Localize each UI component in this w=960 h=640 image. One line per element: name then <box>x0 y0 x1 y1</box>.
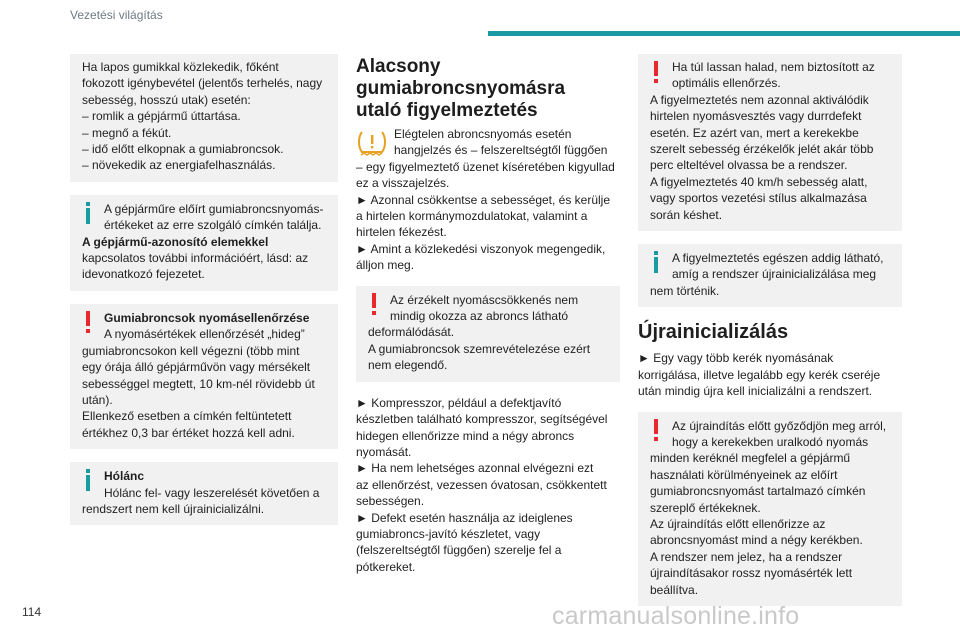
box-line: vagy sportos vezetési stílus alkalmazása <box>650 191 867 206</box>
box-line: kapcsolatos további információért, lásd: az <box>82 251 309 266</box>
page-header-title: Vezetési világítás <box>70 8 163 22</box>
info-box-warning-visible <box>638 244 902 307</box>
column-middle <box>356 54 620 587</box>
info-box-snow-chains <box>70 462 338 525</box>
box-line: gumiabroncsnyomást tartalmazó címkén <box>650 484 866 499</box>
intro-line: után mindig újra kell inicializálni a rendszert. <box>638 384 873 399</box>
intro-line: hangjelzés és – felszereltségtől függően <box>394 143 608 158</box>
info-icon <box>81 469 95 491</box>
box-line: A gépjárműre előírt gumiabroncsnyomás- <box>104 201 324 216</box>
box-line: Hólánc fel- vagy leszerelését követően a <box>104 485 320 500</box>
box-line: egy órája álló gépjárművön vagy mérsékelt <box>82 360 311 375</box>
warning-icon <box>649 419 663 441</box>
info-icon <box>649 251 663 273</box>
box-line: optimális ellenőrzés. <box>672 76 781 91</box>
info-box-pressure-label <box>70 195 338 291</box>
info-icon <box>81 202 95 224</box>
box-line: minden keréknél megfelel a gépjármű <box>650 451 851 466</box>
box-line: szerelt sebesség érzékelők jelét akár több <box>650 142 874 157</box>
box-heading: Hólánc <box>104 469 145 484</box>
box-line: rendszert nem kell újrainicializálni. <box>82 501 265 516</box>
step-line: a hirtelen kormánymozdulatokat, valamint a <box>356 209 588 224</box>
intro-line: korrigálása, illetve legalább egy kerék cseréje <box>638 367 881 382</box>
column-left <box>70 54 338 538</box>
box-line: A figyelmeztetés egészen addig látható, <box>672 251 884 266</box>
warning-icon <box>649 61 663 83</box>
box-line: sebességgel megtett, 10 km-nél rövidebb út <box>82 376 315 391</box>
box-line: idevonatkozó fejezetet. <box>82 267 205 282</box>
box-line: deformálódását. <box>368 325 455 340</box>
box-line: beállítva. <box>650 582 699 597</box>
box-line: – idő előtt elkopnak a gumiabroncsok. <box>82 142 284 157</box>
step-line: álljon meg. <box>356 258 415 273</box>
header-accent-bar <box>488 31 960 36</box>
reinit-intro <box>638 350 902 399</box>
box-line: nem történik. <box>650 283 720 298</box>
box-line: A figyelmeztetés nem azonnal aktiválódik <box>650 92 869 107</box>
warning-box-low-speed <box>638 54 902 231</box>
box-line: használati körülményeinek az előírt <box>650 467 838 482</box>
intro-line: ez a visszajelzés. <box>356 176 450 191</box>
intro-line: ► Egy vagy több kerék nyomásának <box>638 351 834 366</box>
box-line: Ellenkező esetben a címkén feltüntetett <box>82 409 292 424</box>
step-line: ► Azonnal csökkentse a sebességet, és kerülje <box>356 192 611 207</box>
warning-icon <box>367 293 381 315</box>
box-line: Az újraindítás előtt győződjön meg arról, <box>672 418 887 433</box>
box-line: fokozott igénybevétel (jelentős terhelés, nagy <box>82 76 323 91</box>
box-line: A gumiabroncsok szemrevételezése ezért <box>368 341 591 356</box>
box-line: hogy a kerekekben uralkodó nyomás <box>672 434 869 449</box>
step-line: nyomását. <box>356 444 412 459</box>
warning-box-deformation <box>356 286 620 382</box>
step-line: ► Amint a közlekedési viszonyok megengedik, <box>356 241 606 256</box>
tire-warning-intro <box>356 126 620 274</box>
box-line: A rendszer nem jelez, ha a rendszer <box>650 549 843 564</box>
step-line: ► Defekt esetén használja az ideiglenes <box>356 510 573 525</box>
box-line: mindig okozza az abroncs látható <box>390 309 569 324</box>
step-line: ► Ha nem lehetséges azonnal elvégezni ezt <box>356 461 594 476</box>
step-line: hirtelen fékezést. <box>356 225 447 240</box>
box-line: Az érzékelt nyomáscsökkenés nem <box>390 292 579 307</box>
step-line: ► Kompresszor, például a defektjavító <box>356 395 562 410</box>
steps-compressor <box>356 395 620 575</box>
box-line: értékeket az erre szolgáló címkén találja. <box>104 218 322 233</box>
step-line: hidegen ellenőrizze mind a négy abroncs <box>356 428 575 443</box>
box-line: nem elegendő. <box>368 358 448 373</box>
box-line: abroncsnyomást mind a négy kerékben. <box>650 533 863 548</box>
box-line: Ha lapos gumikkal közlekedik, főként <box>82 60 279 74</box>
box-line: esetén. Ez azért van, mert a kerekekbe <box>650 125 859 140</box>
note-box-underinflation <box>70 54 338 182</box>
warning-box-pressure-check <box>70 304 338 449</box>
box-line: perc elteltével olvassa be a rendszer. <box>650 158 848 173</box>
watermark: carmanualsonline.info <box>552 602 800 630</box>
box-line: után). <box>82 392 113 407</box>
box-line: hirtelen nyomásvesztés vagy durrdefekt <box>650 109 862 124</box>
box-line: A nyomásértékek ellenőrzését „hideg” <box>104 327 305 342</box>
section-heading-reinit: Újrainicializálás <box>638 321 789 344</box>
step-line: készletben található kompresszor, segítségével <box>356 412 608 427</box>
box-heading: Gumiabroncsok nyomásellenőrzése <box>104 310 310 325</box>
box-line: sebesség, hosszú utak) esetén: <box>82 92 251 107</box>
box-line: szereplő értékeknek. <box>650 500 761 515</box>
box-bold-line: A gépjármű-azonosító elemekkel <box>82 234 269 249</box>
intro-line: – egy figyelmeztető üzenet kíséretében kigyullad <box>356 159 615 174</box>
box-line: értékhez 0,3 bar értéket hozzá kell adni. <box>82 425 295 440</box>
warning-box-reinit <box>638 412 902 606</box>
step-line: pótkereket. <box>356 559 416 574</box>
box-line: gumiabroncsokon kell végezni (több mint <box>82 343 300 358</box>
box-line: – növekedik az energiafelhasználás. <box>82 158 276 173</box>
step-line: gumiabroncs-javító készletet, vagy <box>356 526 541 541</box>
warning-icon <box>81 311 95 333</box>
step-line: az ellenőrzést, vezessen óvatosan, csökkentett <box>356 477 607 492</box>
box-line: során késhet. <box>650 207 723 222</box>
box-line: – romlik a gépjármű úttartása. <box>82 109 241 124</box>
box-line: újraindításakor rossz nyomásérték lett <box>650 566 853 581</box>
intro-line: Elégtelen abroncsnyomás esetén <box>394 127 572 141</box>
page-number: 114 <box>22 605 42 619</box>
box-line: A figyelmeztetés 40 km/h sebesség alatt, <box>650 174 868 189</box>
box-line: amíg a rendszer újrainicializálása meg <box>672 267 877 282</box>
section-heading: Alacsony gumiabroncsnyomásra utaló figyelmeztetés <box>356 56 566 121</box>
box-line: Ha túl lassan halad, nem biztosított az <box>672 60 875 74</box>
box-line: Az újraindítás előtt ellenőrizze az <box>650 516 826 531</box>
tire-pressure-warning-icon <box>356 128 388 158</box>
step-line: sebességen. <box>356 494 425 509</box>
step-line: (felszereltségtől függően) szerelje fel a <box>356 543 562 558</box>
column-right <box>638 54 902 619</box>
box-line: – megnő a fékút. <box>82 125 172 140</box>
